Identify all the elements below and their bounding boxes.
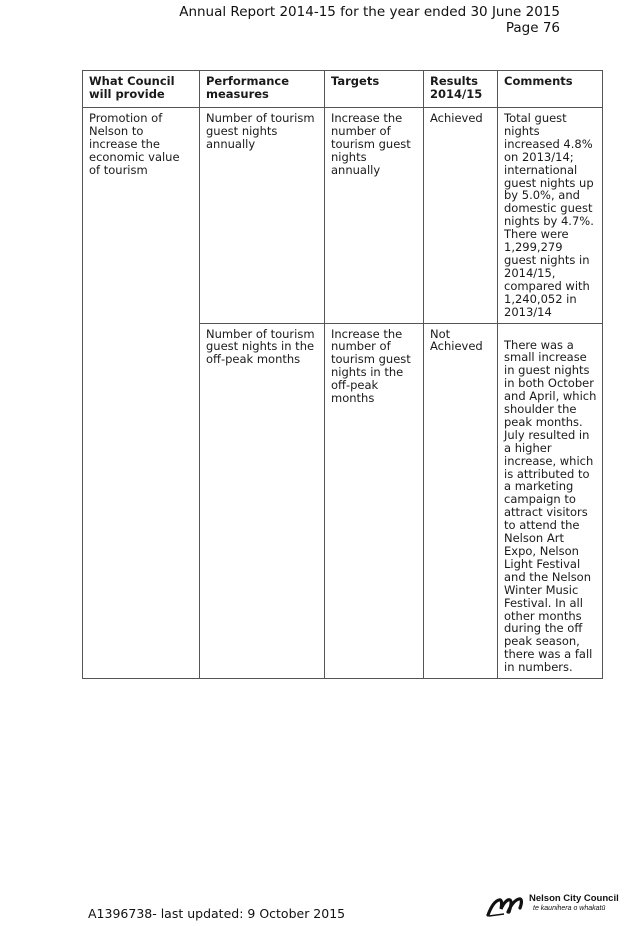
page-header [179, 4, 560, 36]
report-title: Annual Report 2014-15 for the year ended 30 June 2015 [179, 4, 560, 20]
council-tagline: te kaunihera o whakatū [533, 905, 606, 912]
table-row [83, 108, 603, 324]
col-comments: Comments [498, 71, 603, 108]
table-header-row [83, 71, 603, 108]
col-targets: Targets [325, 71, 424, 108]
col-results: Results 2014/15 [424, 71, 498, 108]
measure-cell: Number of tourism guest nights in the off-peak months [200, 323, 325, 679]
page-number: Page 76 [505, 20, 560, 36]
performance-table [82, 70, 603, 679]
council-name: Nelson City Council [529, 893, 619, 904]
col-what-council: What Council will provide [83, 71, 200, 108]
provide-cell: Promotion of Nelson to increase the economic value of tourism [83, 108, 200, 679]
target-cell: Increase the number of tourism guest nights in the off-peak months [325, 323, 424, 679]
comment-cell: There was a small increase in guest nights in both October and April, which shoulder the peak months. July resulted in a higher increase, which is attributed to a marketing campaign to attract visitors to attend the Nelson Art Expo, Nelson Light Festival and the Nelson Winter Music Festival. In all other months during the off peak season, there was a fall in numbers. [498, 323, 603, 679]
result-cell: Not Achieved [424, 323, 498, 679]
col-performance-measures: Performance measures [200, 71, 325, 108]
measure-cell: Number of tourism guest nights annually [200, 108, 325, 324]
target-cell: Increase the number of tourism guest nights annually [325, 108, 424, 324]
council-logo [486, 892, 626, 920]
result-cell: Achieved [424, 108, 498, 324]
comment-cell: Total guest nights increased 4.8% on 2013/14; international guest nights up by 5.0%, and domestic guest nights by 4.7%. There were 1,299,279 guest nights in 2014/15, compared with 1,240,052 in 2013/14 [498, 108, 603, 324]
council-logo-icon [486, 894, 526, 918]
document-reference: A1396738- last updated: 9 October 2015 [88, 906, 346, 921]
